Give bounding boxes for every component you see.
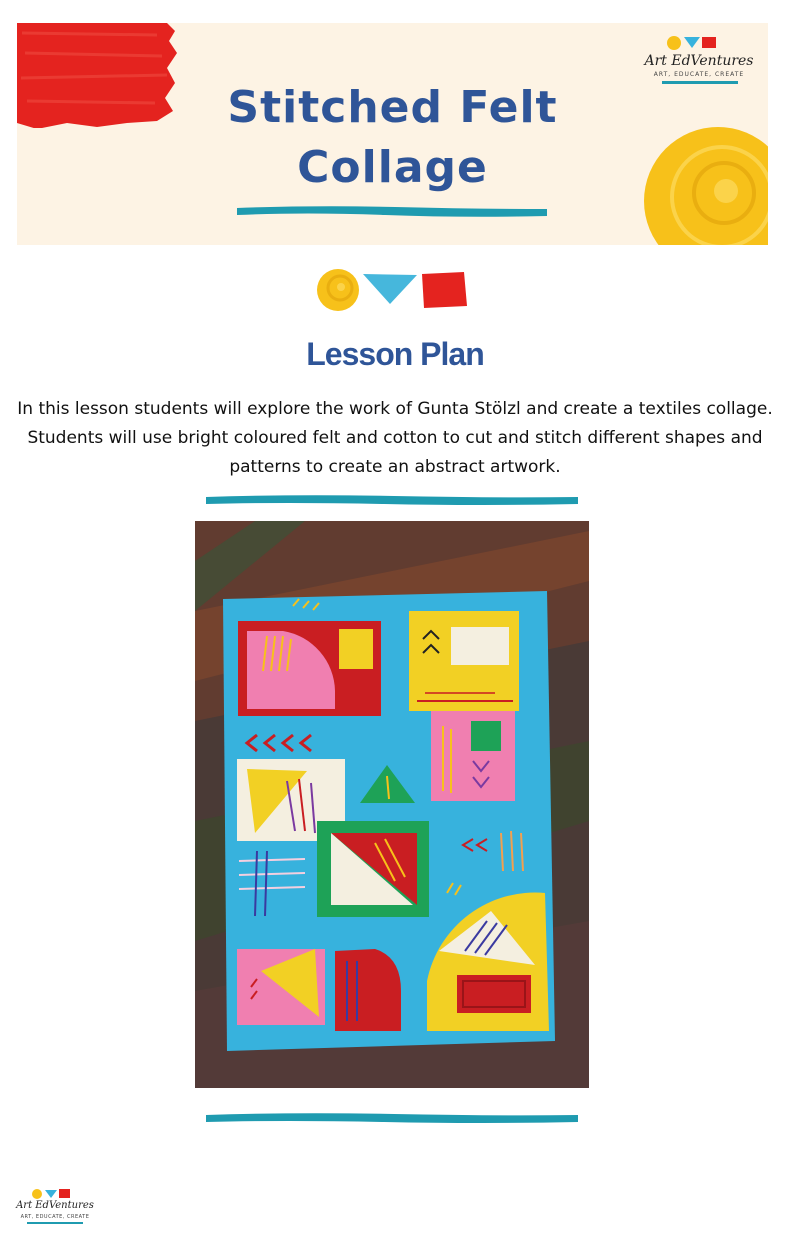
logo-tagline: ART, EDUCATE, CREATE bbox=[653, 71, 745, 78]
title-line-2: Collage bbox=[297, 142, 488, 193]
footer-logo-tagline: ART, EDUCATE, CREATE bbox=[20, 1214, 90, 1220]
art-edventures-logo bbox=[644, 33, 754, 91]
footer-logo bbox=[15, 1188, 95, 1228]
yellow-circle-icon bbox=[317, 269, 359, 311]
lesson-intro-text: In this lesson students will explore the work of Gunta Stölzl and create a textiles collage. Students will use bright coloured felt and cotton to cut and stitch different shapes and patterns to create an abstract artwork. bbox=[17, 399, 773, 477]
footer-logo-text: Art EdVentures bbox=[16, 1200, 94, 1211]
footer-logo-underline bbox=[27, 1222, 83, 1224]
decorative-shapes bbox=[316, 266, 468, 314]
header-banner bbox=[17, 23, 768, 245]
lesson-plan-heading: Lesson Plan bbox=[306, 336, 484, 372]
page-title bbox=[17, 78, 768, 198]
logo-text: Art EdVentures bbox=[644, 53, 754, 69]
red-square-icon bbox=[422, 272, 467, 308]
title-line-1: Stitched Felt bbox=[227, 82, 558, 133]
logo-underline bbox=[662, 81, 738, 84]
teal-brush-underline bbox=[235, 203, 549, 219]
felt-collage-photo bbox=[195, 521, 589, 1088]
teal-divider-bottom bbox=[204, 1110, 580, 1126]
teal-divider-top bbox=[204, 492, 580, 508]
logo-shapes-icon bbox=[644, 33, 754, 55]
blue-triangle-icon bbox=[363, 274, 417, 304]
